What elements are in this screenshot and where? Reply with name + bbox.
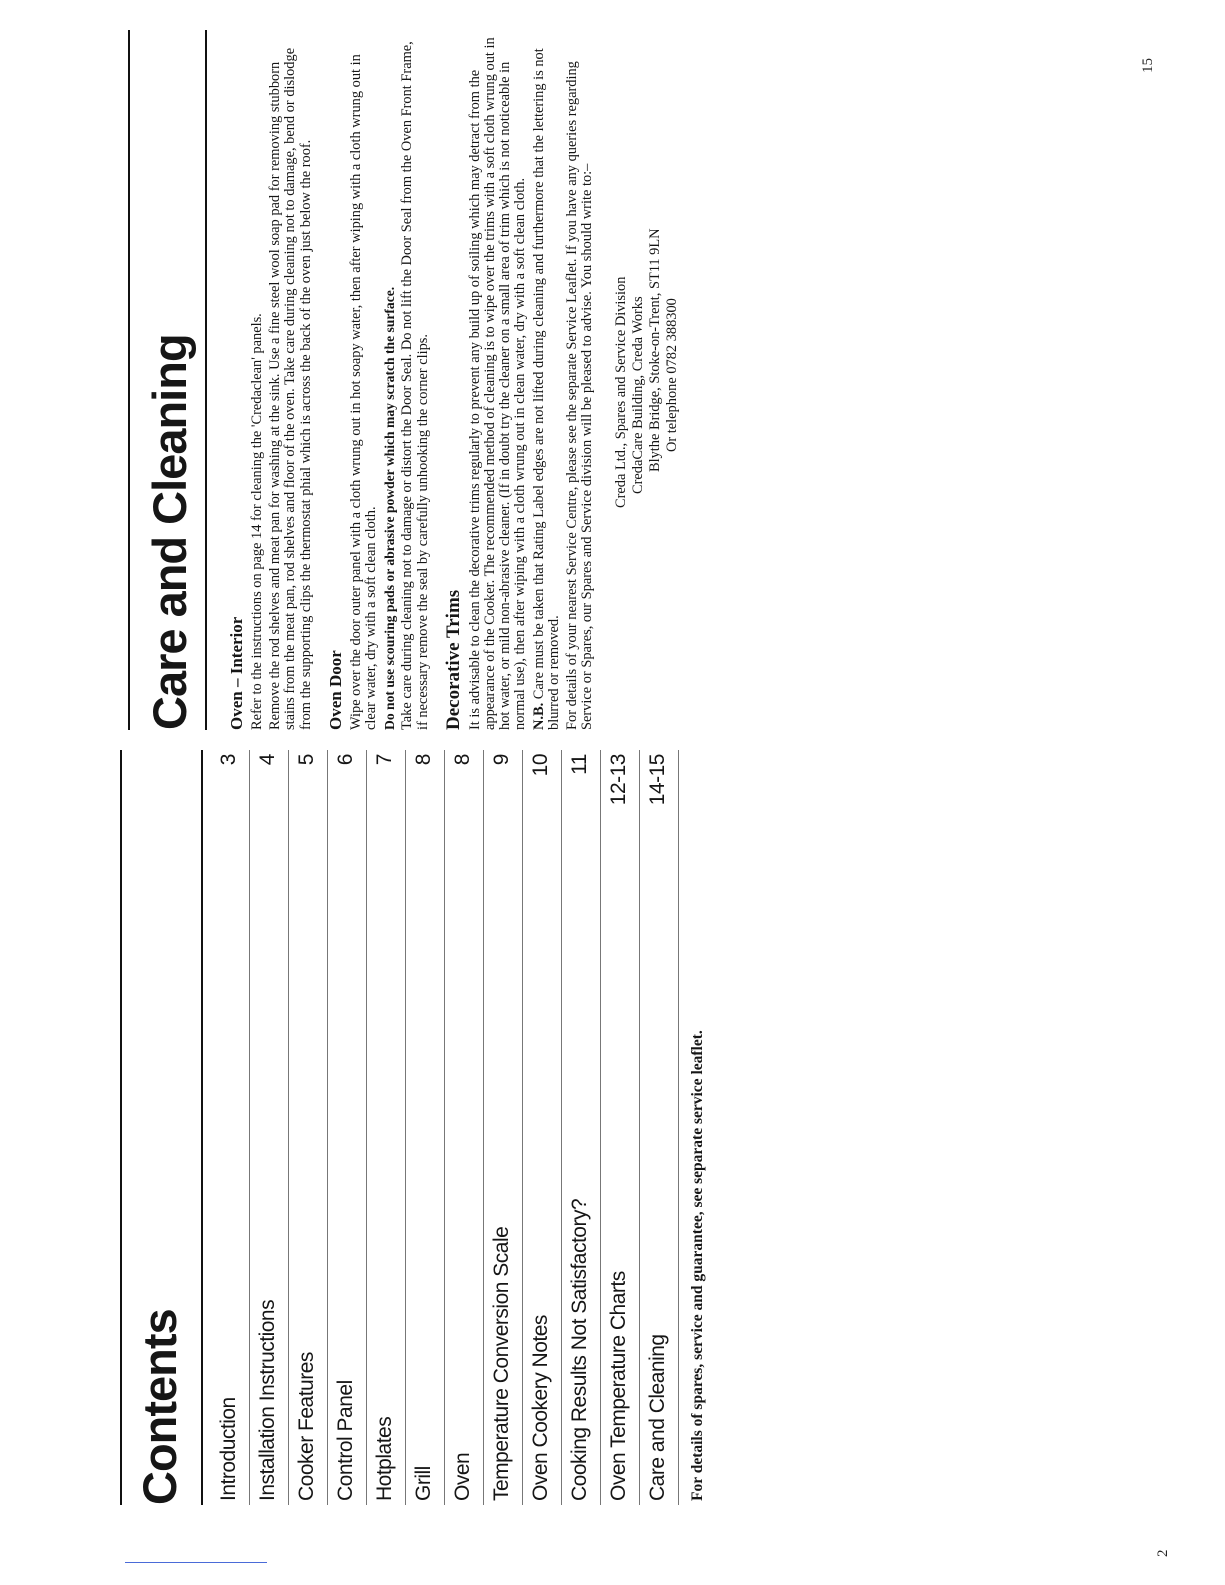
left-page-number: 2 — [1155, 1549, 1171, 1557]
toc-page: 12-13 — [607, 754, 630, 806]
decorative-trims-paragraph-1: It is advisable to clean the decorative trims regularly to prevent any build up of soiling which may detract from the appearance of the Cooker. The recommended method of cleaning is to wipe over the trims with a soft cloth wrung out in hot water, or mild non-abrasive cleaner. (If in doubt try the cleaner on a small area of trim which is not noticeable in normal use), then after wiping with a cloth wrung out in clean water, dry with a soft clean cloth. — [466, 37, 529, 730]
decorative-trims-nb-paragraph — [532, 30, 562, 730]
nb-text: Care must be taken that Rating Label edges are not lifted during cleaning and furthermore that the lettering is not blurred or removed. — [530, 48, 562, 730]
toc-page: 3 — [217, 754, 240, 766]
care-title-bottom-rule — [205, 30, 207, 730]
section-heading-decorative-trims: Decorative Trims — [442, 589, 464, 730]
toc-page: 14-15 — [646, 754, 669, 806]
toc-row-introduction[interactable] — [211, 750, 250, 1505]
care-title: Care and Cleaning — [143, 334, 196, 730]
toc-row-temperature-conversion-scale[interactable] — [484, 750, 523, 1505]
toc-page: 4 — [256, 754, 279, 766]
telephone-line: Or telephone 0782 388300 — [664, 298, 681, 452]
toc-row-installation-instructions[interactable] — [250, 750, 289, 1505]
toc-row-control-panel[interactable] — [328, 750, 367, 1505]
oven-interior-paragraph-1: Refer to the instructions on page 14 for cleaning the 'Credaclean' panels. — [249, 313, 265, 730]
toc-list — [211, 750, 679, 1505]
toc-row-oven-temperature-charts[interactable] — [601, 750, 640, 1505]
toc-row-oven[interactable] — [445, 750, 484, 1505]
toc-label: Oven — [451, 1452, 474, 1501]
toc-page: 11 — [568, 754, 591, 775]
toc-page: 8 — [451, 754, 474, 766]
service-contact-paragraph: For details of your nearest Service Centre, please see the separate Service Leaflet. If you have any queries regarding Service or Spares, our Spares and Service division will be pleased to advise. You should write to:– — [564, 61, 596, 730]
toc-page: 10 — [529, 754, 552, 777]
oven-door-paragraph-2: Take care during cleaning not to damage or distort the Door Seal. Do not lift the Door Seal from the Oven Front Frame, if necessary remove the seal by carefully unhooking the corner clips. — [399, 41, 431, 730]
contents-title: Contents — [133, 1309, 186, 1505]
nb-label: N.B. — [530, 702, 547, 730]
toc-page: 9 — [490, 754, 513, 766]
toc-label: Grill — [412, 1466, 435, 1501]
oven-door-warning: Do not use scouring pads or abrasive powder which may scratch the surface. — [382, 286, 398, 730]
toc-label: Installation Instructions — [256, 1299, 279, 1501]
toc-label: Temperature Conversion Scale — [490, 1226, 513, 1501]
toc-page: 5 — [295, 754, 318, 766]
toc-row-care-and-cleaning[interactable] — [640, 750, 679, 1505]
service-address — [613, 30, 681, 508]
oven-door-paragraph-1: Wipe over the door outer panel with a cloth wrung out in hot soapy water, then after wiping with a cloth wrung out in clear water, dry with a soft clean cloth. — [347, 54, 380, 730]
toc-row-cooking-results[interactable] — [562, 750, 601, 1505]
care-title-top-rule — [128, 30, 130, 730]
section-heading-oven-interior: Oven – Interior — [227, 616, 246, 730]
toc-row-oven-cookery-notes[interactable] — [523, 750, 562, 1505]
toc-page: 6 — [334, 754, 357, 766]
toc-label: Hotplates — [373, 1416, 396, 1501]
toc-row-cooker-features[interactable] — [289, 750, 328, 1505]
address-line-2: CredaCare Building, Creda Works — [630, 296, 647, 494]
toc-label: Oven Temperature Charts — [607, 1271, 630, 1501]
contents-page — [120, 750, 707, 1505]
oven-interior-paragraph-2: Remove the rod shelves and meat pan for washing at the sink. Use a fine steel wool soap pad for removing stubborn stains from the meat pan, rod shelves and floor of the oven. Take care during cleaning not to damage, bend or dislodge from the supporting clips the thermostat phial which is across the back of the oven just below the roof. — [267, 47, 314, 730]
toc-page: 8 — [412, 754, 435, 766]
right-page-number: 15 — [1140, 58, 1156, 73]
address-line-3: Blythe Bridge, Stoke-on-Trent, ST11 9LN — [647, 228, 664, 472]
toc-row-grill[interactable] — [406, 750, 445, 1505]
section-heading-oven-door: Oven Door — [325, 650, 345, 730]
toc-row-hotplates[interactable] — [367, 750, 406, 1505]
address-line-1: Creda Ltd., Spares and Service Division — [613, 276, 630, 508]
toc-label: Care and Cleaning — [646, 1334, 669, 1501]
toc-label: Introduction — [217, 1397, 240, 1501]
toc-label: Oven Cookery Notes — [529, 1315, 552, 1501]
toc-label: Cooker Features — [295, 1352, 318, 1501]
spares-service-note: For details of spares, service and guarantee, see separate service leaflet. — [689, 1030, 706, 1501]
care-and-cleaning-page — [128, 30, 681, 730]
title-bottom-rule — [201, 750, 203, 1505]
toc-page: 7 — [373, 754, 396, 766]
scan-blue-mark — [125, 1562, 267, 1563]
title-top-rule — [120, 750, 122, 1505]
toc-label: Control Panel — [334, 1380, 357, 1501]
toc-label: Cooking Results Not Satisfactory? — [568, 1198, 591, 1501]
